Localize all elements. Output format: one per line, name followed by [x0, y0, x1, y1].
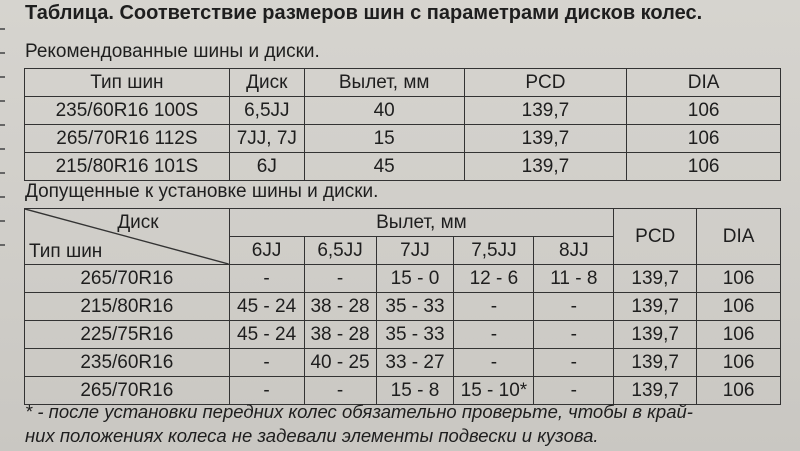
cell-offset: - [454, 321, 534, 349]
cell-offset: 35 - 33 [376, 293, 454, 321]
cell-offset: - [229, 265, 304, 293]
cell-offset: 45 - 24 [229, 293, 304, 321]
header-rim-width: 6,5JJ [304, 237, 376, 265]
cell-offset: - [534, 377, 614, 405]
cell-dia: 106 [697, 349, 781, 377]
header-dia: DIA [627, 69, 781, 97]
recommended-heading: Рекомендованные шины и диски. [25, 41, 320, 62]
table-row [25, 349, 781, 377]
table-row [25, 125, 781, 153]
cell-offset: 45 - 24 [229, 321, 304, 349]
cell-tire: 265/70R16 [25, 377, 230, 405]
cell-offset: 15 - 0 [376, 265, 454, 293]
cell-pcd: 139,7 [614, 293, 697, 321]
cell-offset: 38 - 28 [304, 321, 376, 349]
cell-dia: 106 [697, 321, 781, 349]
header-rim-width: 7,5JJ [454, 237, 534, 265]
header-tire-type: Тип шин [25, 69, 230, 97]
cell-rim: 6,5JJ [229, 97, 304, 125]
cell-dia: 106 [697, 265, 781, 293]
cell-offset: - [534, 321, 614, 349]
header-offset: Вылет, мм [304, 69, 464, 97]
cell-offset: 35 - 33 [376, 321, 454, 349]
cell-pcd: 139,7 [614, 321, 697, 349]
cell-dia: 106 [627, 97, 781, 125]
cell-pcd: 139,7 [614, 377, 697, 405]
cell-tire: 235/60R16 100S [25, 97, 230, 125]
header-offset: Вылет, мм [229, 209, 614, 237]
cell-offset: 38 - 28 [304, 293, 376, 321]
cell-dia: 106 [627, 125, 781, 153]
cell-offset: - [454, 349, 534, 377]
table-row [25, 153, 781, 181]
header-rim-width: 7JJ [376, 237, 454, 265]
header-rim: Диск [229, 69, 304, 97]
diagonal-header-cell [25, 209, 230, 265]
header-rim-width: 8JJ [534, 237, 614, 265]
cell-tire: 265/70R16 [25, 265, 230, 293]
cell-pcd: 139,7 [614, 349, 697, 377]
table-row [25, 265, 781, 293]
footnote-line-2: них положениях колеса не задевали элементы подвески и кузова. [25, 425, 599, 446]
table-header-row [25, 209, 781, 237]
cell-tire: 215/80R16 101S [25, 153, 230, 181]
header-rim-width: 6JJ [229, 237, 304, 265]
cell-pcd: 139,7 [464, 97, 627, 125]
page-edge-marks [0, 28, 6, 278]
cell-tire: 215/80R16 [25, 293, 230, 321]
table-header-row [25, 69, 781, 97]
cell-pcd: 139,7 [464, 153, 627, 181]
footnote-line-1: * - после установки передних колес обязательно проверьте, чтобы в край- [25, 401, 693, 422]
cell-offset: - [304, 377, 376, 405]
header-tire-type: Тип шин [29, 241, 103, 262]
cell-offset: 40 [304, 97, 464, 125]
cell-pcd: 139,7 [464, 125, 627, 153]
cell-rim: 6J [229, 153, 304, 181]
cell-offset: 15 [304, 125, 464, 153]
cell-offset: 15 - 10* [454, 377, 534, 405]
cell-offset: 12 - 6 [454, 265, 534, 293]
allowed-table [24, 208, 781, 405]
cell-pcd: 139,7 [614, 265, 697, 293]
table-row [25, 293, 781, 321]
cell-tire: 235/60R16 [25, 349, 230, 377]
cell-offset: 15 - 8 [376, 377, 454, 405]
cell-rim: 7JJ, 7J [229, 125, 304, 153]
page-title: Таблица. Соответствие размеров шин с параметрами дисков колес. [25, 2, 703, 24]
cell-offset: - [534, 349, 614, 377]
cell-offset: 33 - 27 [376, 349, 454, 377]
cell-offset: - [454, 293, 534, 321]
cell-offset: - [304, 265, 376, 293]
header-dia: DIA [697, 209, 781, 265]
header-pcd: PCD [464, 69, 627, 97]
cell-offset: 45 [304, 153, 464, 181]
cell-offset: 40 - 25 [304, 349, 376, 377]
cell-offset: - [229, 349, 304, 377]
cell-offset: 11 - 8 [534, 265, 614, 293]
header-rim: Диск [117, 212, 159, 233]
cell-offset: - [229, 377, 304, 405]
allowed-heading: Допущенные к установке шины и диски. [25, 181, 379, 202]
header-pcd: PCD [614, 209, 697, 265]
cell-offset: - [534, 293, 614, 321]
cell-dia: 106 [697, 377, 781, 405]
table-row [25, 321, 781, 349]
cell-dia: 106 [697, 293, 781, 321]
recommended-table [24, 68, 781, 181]
cell-dia: 106 [627, 153, 781, 181]
cell-tire: 265/70R16 112S [25, 125, 230, 153]
cell-tire: 225/75R16 [25, 321, 230, 349]
table-row [25, 97, 781, 125]
